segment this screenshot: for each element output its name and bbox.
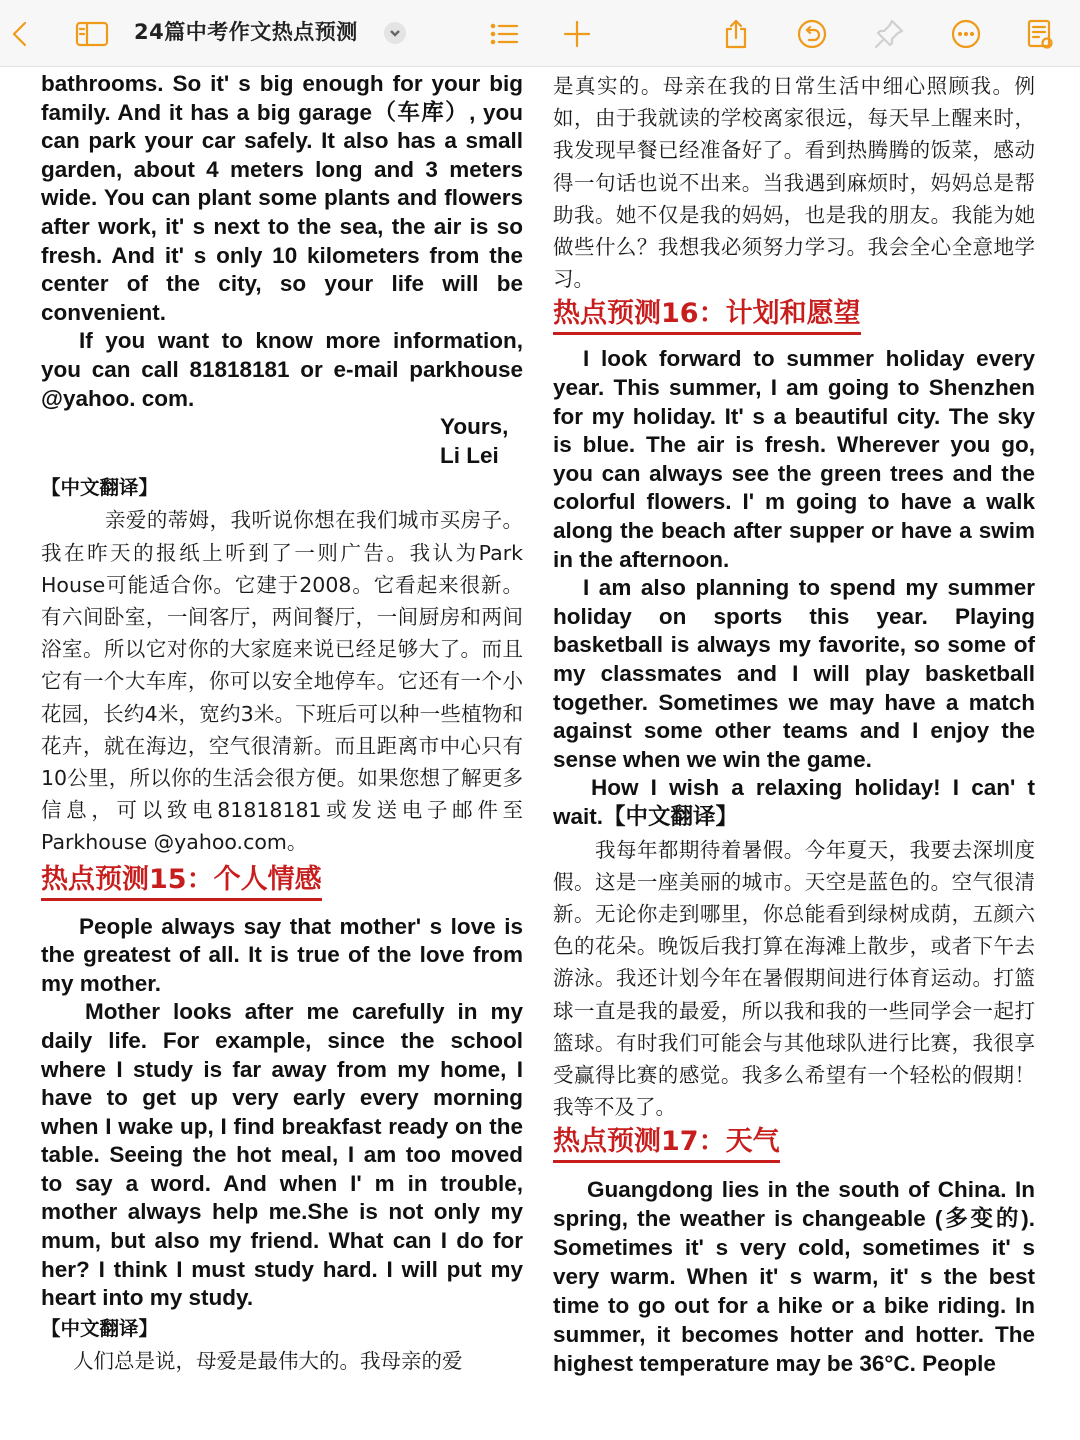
- right-column: [553, 70, 1035, 1378]
- list-icon[interactable]: [484, 14, 524, 54]
- paragraph: bathrooms. So it' s big enough for your big family. And it has a big garage（车库）, you can park your car safely. It also has a small garden, about 4 meters long and 3 meters wide. You can plant some plants and flowers after work, it' s next to the sea, the air is so fresh. And it' s only 10 kilometers from the center of the city, so your life will be convenient.: [41, 71, 523, 325]
- chevron-down-icon[interactable]: [384, 22, 406, 44]
- undo-icon[interactable]: [792, 14, 832, 54]
- document-title[interactable]: 24篇中考作文热点预测: [134, 20, 358, 44]
- paragraph: I look forward to summer holiday every year. This summer, I am going to Shenzhen for my holiday. It' s a beautiful city. The sky is blue. The air is fresh. Wherever you go, you can always see the green trees and the colorful flowers. I' m going to have a walk along the beach after supper or have a swim in the afternoon.: [553, 346, 1035, 572]
- signature-line: Yours,: [440, 414, 509, 440]
- left-column: [41, 70, 523, 1377]
- section-heading-16: 热点预测16：计划和愿望: [553, 297, 861, 335]
- chinese-paragraph: 我每年都期待着暑假。今年夏天，我要去深圳度假。这是一座美丽的城市。天空是蓝色的。空气很清新。无论你走到哪里，你总能看到绿树成荫，五颜六色的花朵。晚饭后我打算在海滩上散步，或者下午去游泳。我还计划今年在暑假期间进行体育运动。打篮球一直是我的最爱，所以我和我的一些同学会一起打篮球。有时我们可能会与其他球队进行比赛，我很享受赢得比赛的感觉。我多么希望有一个轻松的假期！我等不及了。: [553, 837, 1035, 1120]
- plus-icon[interactable]: [557, 14, 597, 54]
- back-chevron-icon[interactable]: [0, 14, 40, 54]
- translation-tag: 【中文翻译】: [41, 476, 159, 500]
- paragraph: If you want to know more information, you can call 81818181 or e-mail parkhouse @yahoo. com.: [41, 328, 523, 411]
- read-mode-icon[interactable]: [1020, 14, 1060, 54]
- paragraph: Guangdong lies in the south of China. In spring, the weather is changeable (多变的). Sometimes it' s very cold, sometimes it' s very warm. When it' s warm, it' s the best time to go out for a hike or a bike riding. In summer, it becomes hotter and hotter. The highest temperature may be 36°C. People: [553, 1177, 1035, 1377]
- chinese-paragraph: 是真实的。母亲在我的日常生活中细心照顾我。例如，由于我就读的学校离家很远，每天早上醒来时，我发现早餐已经准备好了。看到热腾腾的饭菜，感动得一句话也说不出来。当我遇到麻烦时，妈妈总是帮助我。她不仅是我的妈妈，也是我的朋友。我能为她做些什么？我想我必须努力学习。我会全心全意地学习。: [553, 74, 1035, 292]
- signature-name: Li Lei: [440, 442, 499, 468]
- pin-icon[interactable]: [869, 14, 909, 54]
- chinese-paragraph: 人们总是说，母爱是最伟大的。我母亲的爱: [73, 1348, 463, 1373]
- translation-tag: 【中文翻译】: [41, 1316, 159, 1340]
- share-icon[interactable]: [716, 14, 756, 54]
- more-icon[interactable]: [946, 14, 986, 54]
- chinese-paragraph: 亲爱的蒂姆，我听说你想在我们城市买房子。我在昨天的报纸上听到了一则广告。我认为Park House可能适合你。它建于2008。它看起来很新。有六间卧室，一间客厅，两间餐厅，一间厨房和两间浴室。所以它对你的大家庭来说已经足够大了。而且它有一个大车库，你可以安全地停车。它还有一个小花园，长约4米，宽约3米。下班后可以种一些植物和花卉，就在海边，空气很清新。而且距离市中心只有10公里，所以你的生活会很方便。如果您想了解更多信息，可以致电81818181或发送电子邮件至Parkhouse @yahoo.com。: [41, 508, 523, 855]
- sidebar-icon[interactable]: [70, 14, 114, 54]
- paragraph: People always say that mother' s love is the greatest of all. It is true of the love from my mother.: [41, 913, 523, 996]
- paragraph: I am also planning to spend my summer holiday on sports this year. Playing basketball is always my favorite, so some of my classmates and I will play basketball together. Sometimes we may have a match against some other teams and I enjoy the sense when we win the game.: [553, 575, 1035, 772]
- section-heading-15: 热点预测15：个人情感: [41, 863, 322, 901]
- paragraph: Mother looks after me carefully in my daily life. For example, since the school where I study is far away from my home, I have to get up very early every morning when I wake up, I find breakfast ready on the table. Seeing the hot meal, I am too moved to say a word. And when I' m in trouble, mother always help me.She is not only my mum, but also my friend. What can I do for her? I think I must study hard. I will put my heart into my study.: [41, 999, 523, 1311]
- section-heading-17: 热点预测17：天气: [553, 1125, 780, 1163]
- toolbar: [0, 0, 1080, 67]
- paragraph: How I wish a relaxing holiday! I can' t wait.【中文翻译】: [553, 775, 1035, 829]
